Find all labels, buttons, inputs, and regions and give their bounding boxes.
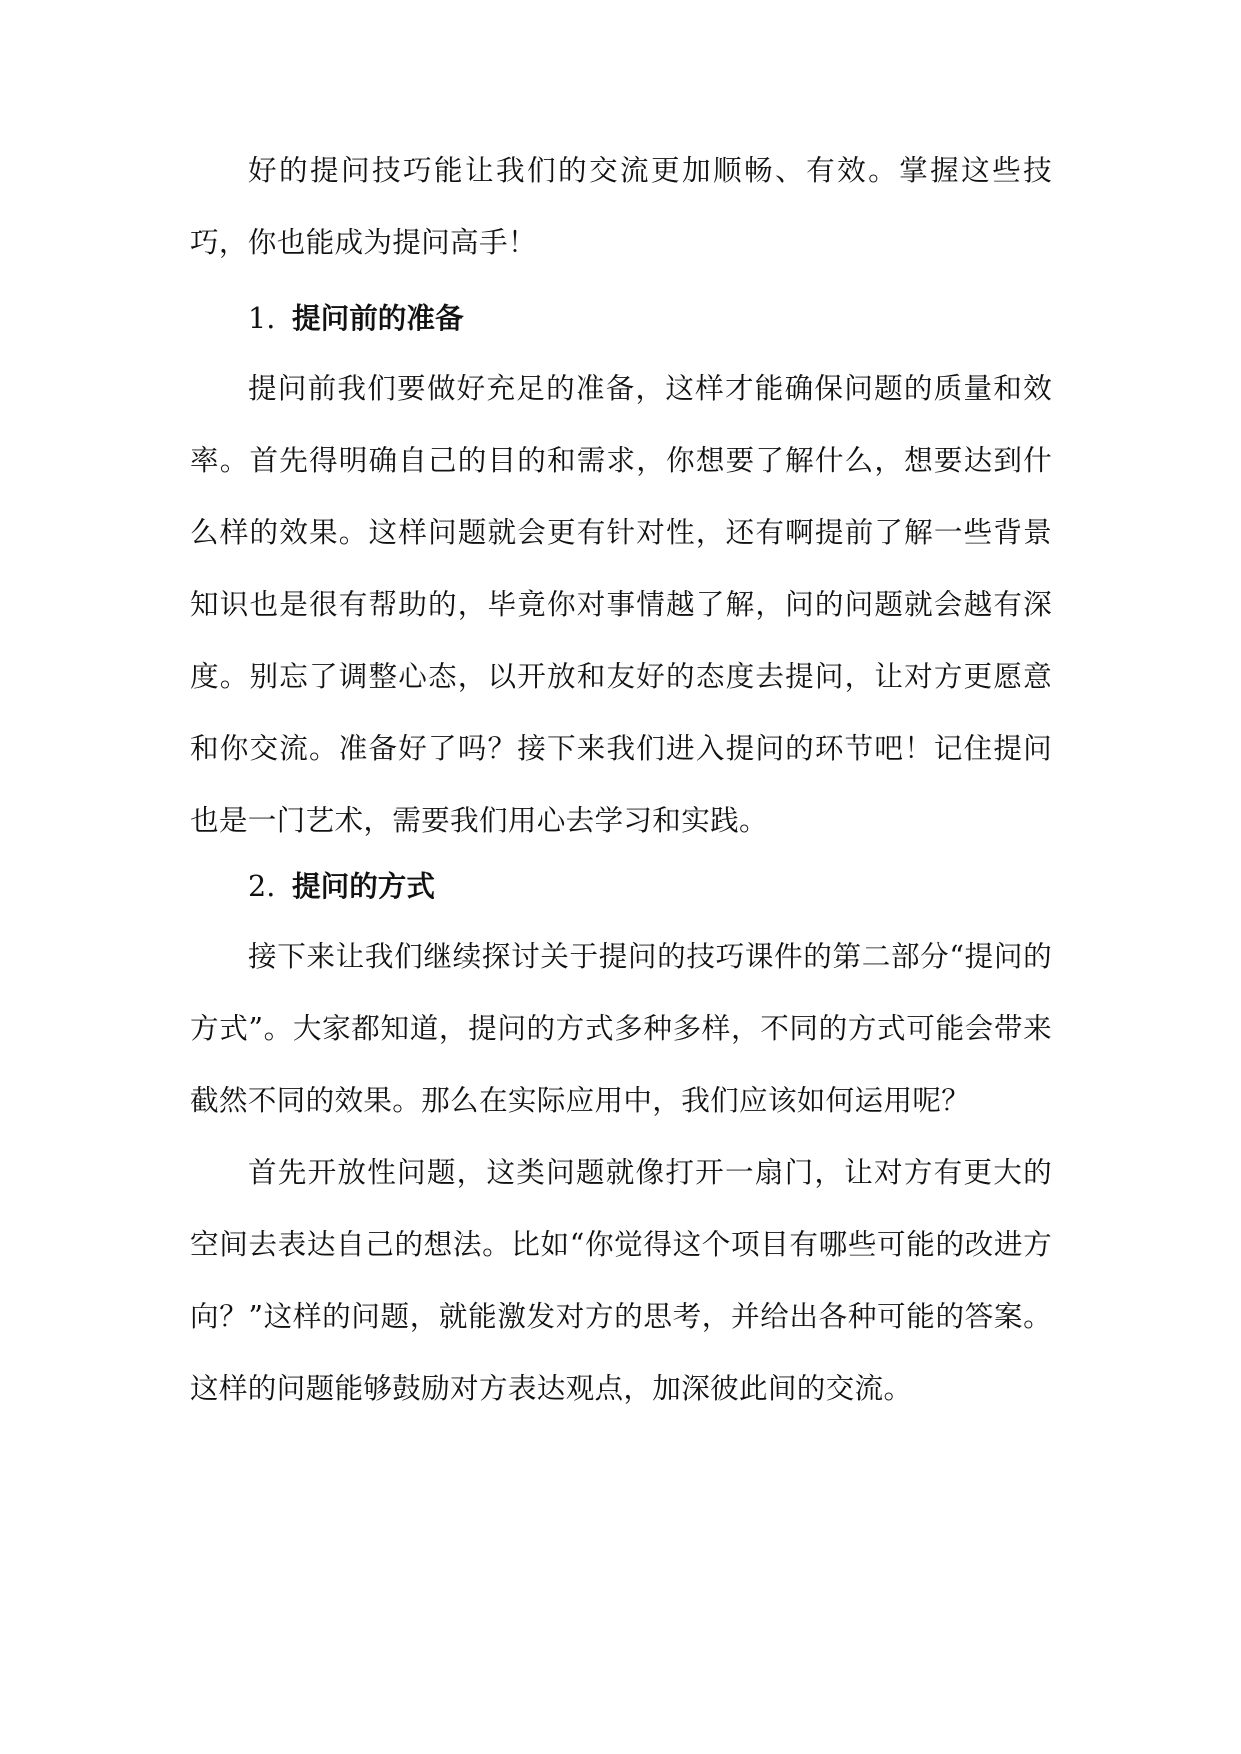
section-2-paragraph-2: 首先开放性问题，这类问题就像打开一扇门，让对方有更大的空间去表达自己的想法。比如“你觉得这个项目有哪些可能的改进方向？”这样的问题，就能激发对方的思考，并给出各种可能的答案。这样的问题能够鼓励对方表达观点，加深彼此间的交流。: [190, 1155, 1052, 1405]
section-2-paragraph-1: 接下来让我们继续探讨关于提问的技巧课件的第二部分“提问的方式”。大家都知道，提问的方式多种多样，不同的方式可能会带来截然不同的效果。那么在实际应用中，我们应该如何运用呢？: [190, 939, 1052, 1117]
section-2-number: 2.: [248, 869, 276, 903]
intro-paragraph: 好的提问技巧能让我们的交流更加顺畅、有效。掌握这些技巧，你也能成为提问高手！: [190, 153, 1052, 259]
section-2-heading: [248, 866, 435, 906]
section-1-number: 1.: [248, 301, 276, 335]
section-2-title: 提问的方式: [292, 869, 435, 903]
section-1-body: 提问前我们要做好充足的准备，这样才能确保问题的质量和效率。首先得明确自己的目的和需求，你想要了解什么，想要达到什么样的效果。这样问题就会更有针对性，还有啊提前了解一些背景知识也是很有帮助的，毕竟你对事情越了解，问的问题就会越有深度。别忘了调整心态，以开放和友好的态度去提问，让对方更愿意和你交流。准备好了吗？接下来我们进入提问的环节吧！记住提问也是一门艺术，需要我们用心去学习和实践。: [190, 371, 1052, 837]
section-1-heading: [248, 298, 464, 338]
section-1-title: 提问前的准备: [292, 301, 464, 335]
